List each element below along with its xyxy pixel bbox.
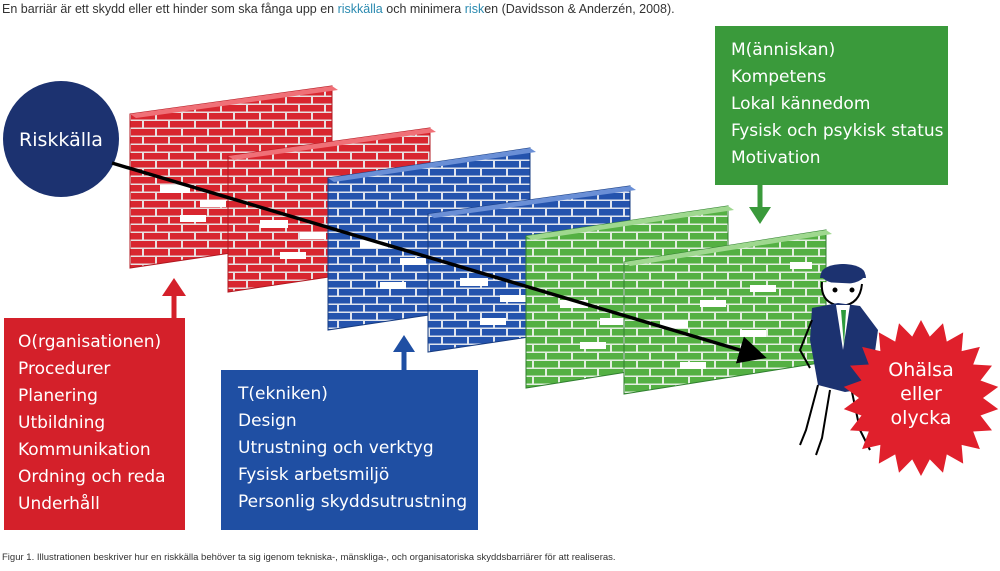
riskkalla-link[interactable]: riskkälla xyxy=(337,2,383,16)
teknik-item: Utrustning och verktyg xyxy=(238,438,434,458)
risk-link[interactable]: risk xyxy=(464,2,485,16)
organisation-title: O(rganisationen) xyxy=(18,332,162,352)
manniskan-item: Motivation xyxy=(731,148,821,168)
organisation-item: Ordning och reda xyxy=(18,467,166,487)
intro-part-1: En barriär är ett skydd eller ett hinder som ska fånga upp en xyxy=(2,2,338,16)
organisation-item: Utbildning xyxy=(18,413,106,433)
teknik-arrow xyxy=(393,335,415,370)
riskkalla-label: Riskkälla xyxy=(19,129,103,151)
teknik-box xyxy=(221,370,478,530)
intro-part-2: och minimera xyxy=(382,2,465,16)
organisation-item: Procedurer xyxy=(18,359,111,379)
teknik-item: Fysisk arbetsmiljö xyxy=(238,465,390,485)
organisation-item: Kommunikation xyxy=(18,440,151,460)
organisation-item: Planering xyxy=(18,386,98,406)
teknik-title: T(ekniken) xyxy=(238,384,328,404)
teknik-item: Design xyxy=(238,411,297,431)
outcome-line-2: eller xyxy=(900,383,942,405)
organisation-box xyxy=(4,318,185,530)
outcome-line-1: Ohälsa xyxy=(888,359,954,381)
intro-part-3: en (Davidsson & Anderzén, 2008). xyxy=(484,2,675,16)
manniskan-title: M(änniskan) xyxy=(731,40,836,60)
outcome-line-3: olycka xyxy=(890,407,952,429)
figure-caption: Figur 1. Illustrationen beskriver hur en riskkälla behöver ta sig igenom tekniska-, mänskliga-, och organisatoriska skyddsbarriärer för att realiseras. xyxy=(2,552,616,563)
manniskan-box xyxy=(715,26,948,185)
organisation-arrow xyxy=(162,278,186,318)
organisation-item: Underhåll xyxy=(18,494,100,514)
teknik-item: Personlig skyddsutrustning xyxy=(238,492,468,512)
manniskan-item: Kompetens xyxy=(731,67,827,87)
manniskan-item: Lokal kännedom xyxy=(731,94,871,114)
manniskan-item: Fysisk och psykisk status xyxy=(731,121,944,141)
manniskan-arrow xyxy=(749,185,771,224)
